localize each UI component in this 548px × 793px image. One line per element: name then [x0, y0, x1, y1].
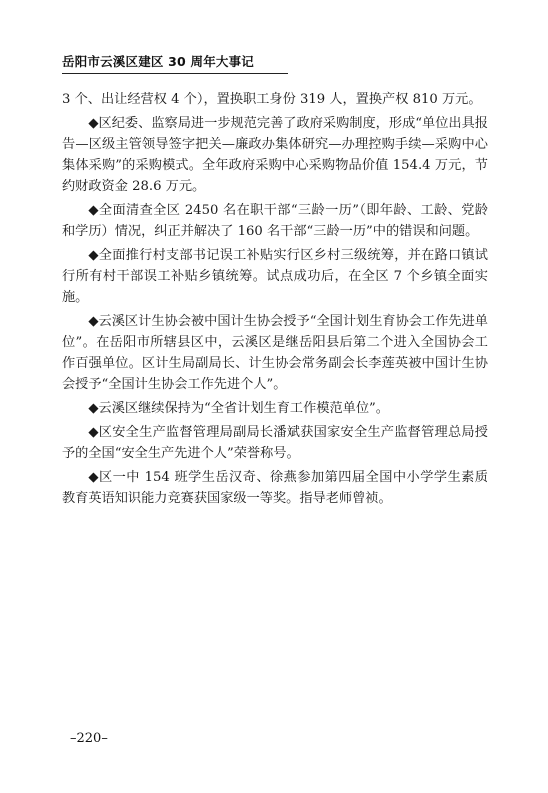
paragraph-village-subsidy: ◆全面推行村支部书记误工补贴实行区乡村三级统筹，并在路口镇试行所有村干部误工补贴乡镇统筹。试点成功后，在全区 7 个乡镇全面实施。: [62, 248, 488, 305]
paragraph-english-competition: ◆区一中 154 班学生岳汉奇、徐燕参加第四届全国中小学学生素质教育英语知识能力竞赛获国家级一等奖。指导老师曾祯。: [62, 470, 488, 506]
paragraph-procurement: ◆区纪委、监察局进一步规范完善了政府采购制度，形成“单位出具报告—区级主管领导签字把关—廉政办集体研究—办理控购手续—采购中心集体采购”的采购模式。全年政府采购中心采购物品价值 154.4 万元，节约财政资金 28.6 万元。: [62, 116, 488, 194]
paragraph-safety-award: ◆区安全生产监督管理局副局长潘斌获国家安全生产监督管理总局授予的全国“安全生产先进个人”荣誉称号。: [62, 425, 488, 461]
header-rule: [62, 73, 288, 74]
paragraph-continuation: 3 个、出让经营权 4 个），置换职工身份 319 人，置换产权 810 万元。: [62, 92, 482, 107]
running-header-title: 岳阳市云溪区建区 30 周年大事记: [62, 54, 254, 69]
page-number: –220–: [70, 731, 108, 746]
paragraph-model-unit: ◆云溪区继续保持为“全省计划生育工作模范单位”。: [88, 401, 389, 416]
body-text: [62, 89, 488, 512]
paragraph-family-planning-association: ◆云溪区计生协会被中国计生协会授予“全国计划生育协会工作先进单位”。在岳阳市所辖县区中，云溪区是继岳阳县后第二个进入全国协会工作百强单位。区计生局副局长、计生协会常务副会长李莲英被中国计生协会授予“全国计生协会工作先进个人”。: [62, 314, 488, 392]
paragraph-cadre-review: ◆全面清查全区 2450 名在职干部“三龄一历”（即年龄、工龄、党龄和学历）情况，纠正并解决了 160 名干部“三龄一历”中的错误和问题。: [62, 203, 488, 239]
